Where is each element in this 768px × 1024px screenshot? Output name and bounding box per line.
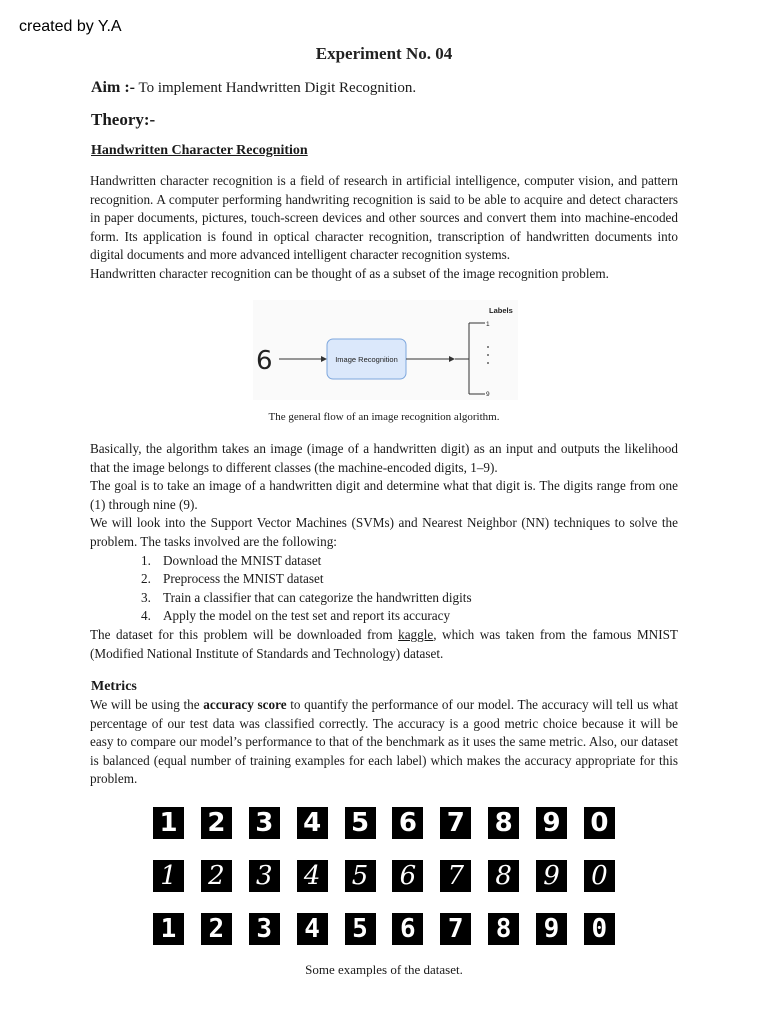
digit-sample: 1 (153, 807, 184, 839)
digit-sample: 2 (201, 913, 232, 945)
metrics-paragraph (90, 696, 678, 789)
digit-sample: 1 (153, 860, 184, 892)
digit-sample: 9 (536, 807, 567, 839)
digit-sample: 6 (392, 913, 423, 945)
metrics-p-b: to quantify the performance of our model. The accuracy will tell us what percentage of our test data was classified correctly. The accuracy is a good metric choice because it will be easy to compare our model’s performance to that of the benchmark as it uses the same metric. Also, our dataset is balanced (equal number of training examples for each label) which makes the accuracy appropriate for this problem. (90, 697, 678, 787)
body-p4-b: , which was taken from the famous MNIST (Modified National Institute of Standards and Technology) dataset. (90, 626, 678, 661)
metrics-block (90, 696, 678, 789)
theory-heading: Theory:- (91, 110, 156, 129)
body-p3-c: (NN) techniques to solve the problem. The tasks involved are the following: (90, 515, 679, 549)
metrics-heading: Metrics (91, 679, 137, 694)
figure-caption: The general flow of an image recognition algorithm. (268, 411, 500, 423)
body-p3-b: (SVMs) and (346, 515, 423, 531)
aim-text: To implement Handwritten Digit Recognition. (138, 80, 417, 96)
body-paragraph-4 (90, 626, 678, 663)
intro-paragraph: Handwritten character recognition is a field of research in artificial intelligence, computer vision, and pattern recognition. A computer performing handwriting recognition is said to be able to acquire and detect characters in paper documents, pictures, touch-screen devices and other sources and convert them into machine-encoded form. Its application is found in optical character recognition, transcription of handwritten documents into digital documents and more advanced intelligent character recognition systems. (90, 173, 678, 263)
arrow-input-head (321, 356, 327, 362)
aim-line (91, 79, 416, 97)
digit-sample: 1 (153, 913, 184, 945)
list-text: Apply the model on the test set and report its accuracy (163, 608, 451, 624)
dataset-examples-grid (153, 807, 615, 966)
list-item (141, 552, 678, 571)
metrics-p-a: We will be using the (90, 697, 204, 712)
arrow-output-head (449, 356, 455, 362)
labels-title: Labels (489, 306, 513, 315)
image-recognition-label: Image Recognition (335, 355, 398, 364)
digit-sample: 2 (201, 807, 232, 839)
flow-diagram (253, 300, 518, 400)
list-item (141, 607, 678, 626)
label-top: 1 (486, 321, 490, 328)
label-ellipsis-dot (487, 362, 489, 364)
digit-sample: 3 (249, 913, 280, 945)
digit-sample: 9 (536, 913, 567, 945)
digit-sample: 8 (488, 807, 519, 839)
digit-sample: 5 (345, 860, 376, 892)
body-p4-a: The dataset for this problem will be downloaded from (90, 626, 399, 642)
accuracy-term: accuracy score (203, 697, 287, 712)
digit-row (153, 860, 615, 894)
dataset-caption: Some examples of the dataset. (305, 962, 463, 977)
digit-sample: 7 (440, 913, 471, 945)
digit-sample: 7 (440, 807, 471, 839)
label-ellipsis-dot (487, 346, 489, 348)
list-number: 1. (141, 552, 151, 568)
list-text: Train a classifier that can categorize the handwritten digits (163, 589, 472, 605)
list-number: 4. (141, 608, 151, 624)
digit-sample: 8 (488, 860, 519, 892)
digit-sample: 0 (584, 807, 615, 839)
body-paragraph-3 (90, 514, 678, 551)
nn-term: Nearest Neighbor (422, 515, 517, 531)
digit-row (153, 913, 615, 947)
digit-sample: 5 (345, 807, 376, 839)
list-text: Preprocess the MNIST dataset (163, 571, 324, 587)
digit-sample: 0 (584, 860, 615, 892)
aim-label: Aim :- (91, 79, 135, 96)
list-number: 2. (141, 571, 151, 587)
digit-sample: 3 (249, 860, 280, 892)
digit-sample: 4 (297, 913, 328, 945)
digit-sample: 6 (392, 807, 423, 839)
task-list (90, 552, 678, 626)
list-item (141, 570, 678, 589)
body-paragraph-1: Basically, the algorithm takes an image (image of a handwritten digit) as an input and outputs the likelihood that the image belongs to different classes (the machine-encoded digits, 1–9). (90, 441, 678, 475)
list-text: Download the MNIST dataset (163, 552, 322, 568)
digit-sample: 6 (392, 860, 423, 892)
digit-sample: 0 (584, 913, 615, 945)
intro-paragraph-block (90, 172, 678, 284)
digit-sample: 4 (297, 860, 328, 892)
list-item (141, 589, 678, 608)
body-p3-a: We will look into the (90, 515, 211, 531)
credit-note: created by Y.A (19, 18, 122, 35)
label-bottom: 9 (486, 391, 490, 398)
svm-term: Support Vector Machines (210, 515, 347, 531)
page-title: Experiment No. 04 (315, 44, 453, 63)
digit-sample: 7 (440, 860, 471, 892)
digit-sample: 9 (536, 860, 567, 892)
intro-paragraph-2: Handwritten character recognition can be thought of as a subset of the image recognition problem. (90, 265, 609, 281)
recognition-flow-figure (253, 300, 518, 400)
input-digit: 6 (256, 346, 273, 376)
digit-sample: 4 (297, 807, 328, 839)
section-heading: Handwritten Character Recognition (91, 143, 308, 158)
label-ellipsis-dot (487, 354, 489, 356)
body-paragraph-2: The goal is to take an image of a handwritten digit and determine what that digit is. The digits range from one (1) through nine (9). (90, 478, 678, 512)
digit-sample: 5 (345, 913, 376, 945)
list-number: 3. (141, 589, 151, 605)
digit-sample: 3 (249, 807, 280, 839)
kaggle-link[interactable]: kaggle (398, 626, 434, 642)
digit-row (153, 807, 615, 841)
digit-sample: 8 (488, 913, 519, 945)
digit-sample: 2 (201, 860, 232, 892)
body-block (90, 440, 678, 663)
